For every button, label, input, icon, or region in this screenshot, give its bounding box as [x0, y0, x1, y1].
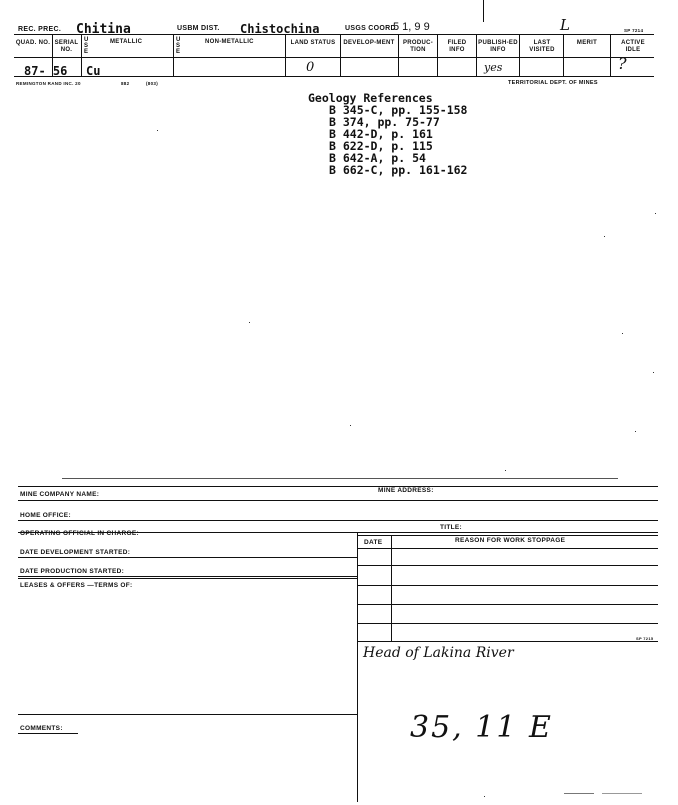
col-sep	[340, 34, 341, 76]
rec-prec-label: REC. PREC.	[18, 26, 62, 33]
speck	[564, 793, 594, 794]
metallic-value: Cu	[86, 64, 101, 78]
leases-offers-label: LEASES & OFFERS —TERMS OF:	[20, 582, 133, 589]
row-line	[357, 623, 658, 624]
col-use-nonmetallic: U S E	[176, 37, 181, 55]
col-sep	[285, 34, 286, 76]
speck	[653, 372, 654, 373]
printer-code1: 882	[121, 81, 130, 86]
mine-address-label: MINE ADDRESS:	[378, 487, 434, 494]
col-sep	[437, 34, 438, 76]
header-mid-line	[14, 57, 654, 58]
row-line	[18, 557, 357, 558]
reason-stoppage-header: REASON FOR WORK STOPPAGE	[455, 537, 566, 544]
row-line	[357, 585, 658, 586]
printer-name: REMINGTON RAND INC. 20	[16, 81, 81, 86]
land-status-value: 0	[306, 60, 315, 75]
speck	[655, 213, 656, 214]
speck	[602, 793, 642, 794]
row-line	[18, 576, 357, 577]
col-sep	[519, 34, 520, 76]
comments-underline	[18, 733, 78, 734]
form-number: SP 7214	[624, 28, 644, 33]
title-label: TITLE:	[440, 524, 463, 531]
geology-ref: B 622-D, p. 115	[329, 139, 433, 153]
header-bottom-line	[14, 76, 654, 77]
col-published-info: PUBLISH-ED INFO	[478, 40, 518, 53]
usbm-dist-label: USBM DIST.	[177, 25, 220, 32]
col-last-visited: LAST VISITED	[529, 40, 555, 53]
department-name: TERRITORIAL DEPT. OF MINES	[508, 80, 598, 86]
rec-prec-value: Chitina	[76, 22, 131, 37]
date-dev-started-label: DATE DEVELOPMENT STARTED:	[20, 549, 131, 556]
geology-title: Geology References	[308, 91, 433, 105]
speck	[249, 322, 250, 323]
row-line	[357, 641, 658, 642]
geology-ref: B 642-A, p. 54	[329, 151, 426, 165]
col-metallic: METALLIC	[110, 39, 143, 45]
speck	[505, 470, 506, 471]
divider-vertical	[357, 532, 358, 802]
active-idle-value: ?	[618, 54, 627, 73]
speck	[604, 236, 605, 237]
speck	[157, 130, 158, 131]
speck	[635, 431, 636, 432]
speck	[350, 425, 351, 426]
header-top-line	[14, 34, 654, 35]
lower-top-faint-line	[62, 478, 618, 479]
col-sep	[398, 34, 399, 76]
row-line	[18, 520, 658, 521]
lower-top-line	[18, 486, 658, 487]
row-line	[357, 535, 658, 536]
quad-serial-value: 87- 56	[24, 64, 68, 78]
date-header: DATE	[364, 539, 383, 546]
corner-mark: L	[560, 16, 570, 34]
comments-label: COMMENTS:	[20, 725, 63, 732]
form-number-2: SP 7215	[636, 636, 654, 641]
date-prod-started-label: DATE PRODUCTION STARTED:	[20, 568, 125, 575]
speck	[622, 333, 623, 334]
home-office-label: HOME OFFICE:	[20, 512, 71, 519]
col-sep	[173, 34, 174, 76]
col-sep	[81, 34, 82, 76]
col-sep	[610, 34, 611, 76]
col-use-metallic: U S E	[84, 37, 89, 55]
geology-ref: B 442-D, p. 161	[329, 127, 433, 141]
col-development: DEVELOP-MENT	[343, 40, 395, 46]
operating-official-label: OPERATING OFFICIAL IN CHARGE:	[20, 530, 139, 537]
col-non-metallic: NON-METALLIC	[205, 39, 254, 45]
speck	[484, 796, 485, 797]
geology-references	[308, 92, 467, 176]
published-info-value: yes	[484, 61, 503, 74]
row-line	[357, 548, 658, 549]
col-sep	[563, 34, 564, 76]
handwritten-location: Head of Lakina River	[363, 645, 514, 661]
col-sep	[476, 34, 477, 76]
handwritten-number: 35, 11 E	[410, 710, 553, 745]
col-quad-no: QUAD. NO.	[15, 40, 51, 46]
col-active-idle: ACTIVE IDLE	[621, 40, 645, 53]
col-filed-info: FILED INFO	[447, 40, 467, 53]
geology-ref: B 345-C, pp. 155-158	[329, 103, 468, 117]
date-col-divider	[391, 535, 392, 641]
row-line	[357, 604, 658, 605]
geology-ref: B 662-C, pp. 161-162	[329, 163, 468, 177]
mine-company-name-label: MINE COMPANY NAME:	[20, 491, 100, 498]
row-line	[357, 565, 658, 566]
col-merit: MERIT	[576, 40, 598, 46]
usbm-dist-value: Chistochina	[240, 22, 320, 36]
row-line	[18, 500, 658, 501]
usgs-coord-value: 5 1, 9 9	[393, 21, 430, 33]
usgs-coord-label: USGS COORD.	[345, 25, 399, 32]
row-line	[18, 578, 357, 579]
col-production: PRODUC-TION	[402, 40, 434, 53]
row-line	[18, 532, 658, 533]
row-line	[18, 714, 357, 715]
col-land-status: LAND STATUS	[290, 40, 336, 46]
printer-code2: (803)	[146, 81, 159, 86]
geology-ref: B 374, pp. 75-77	[329, 115, 440, 129]
top-tick	[483, 0, 484, 22]
col-serial-no: SERIAL NO.	[54, 40, 79, 53]
